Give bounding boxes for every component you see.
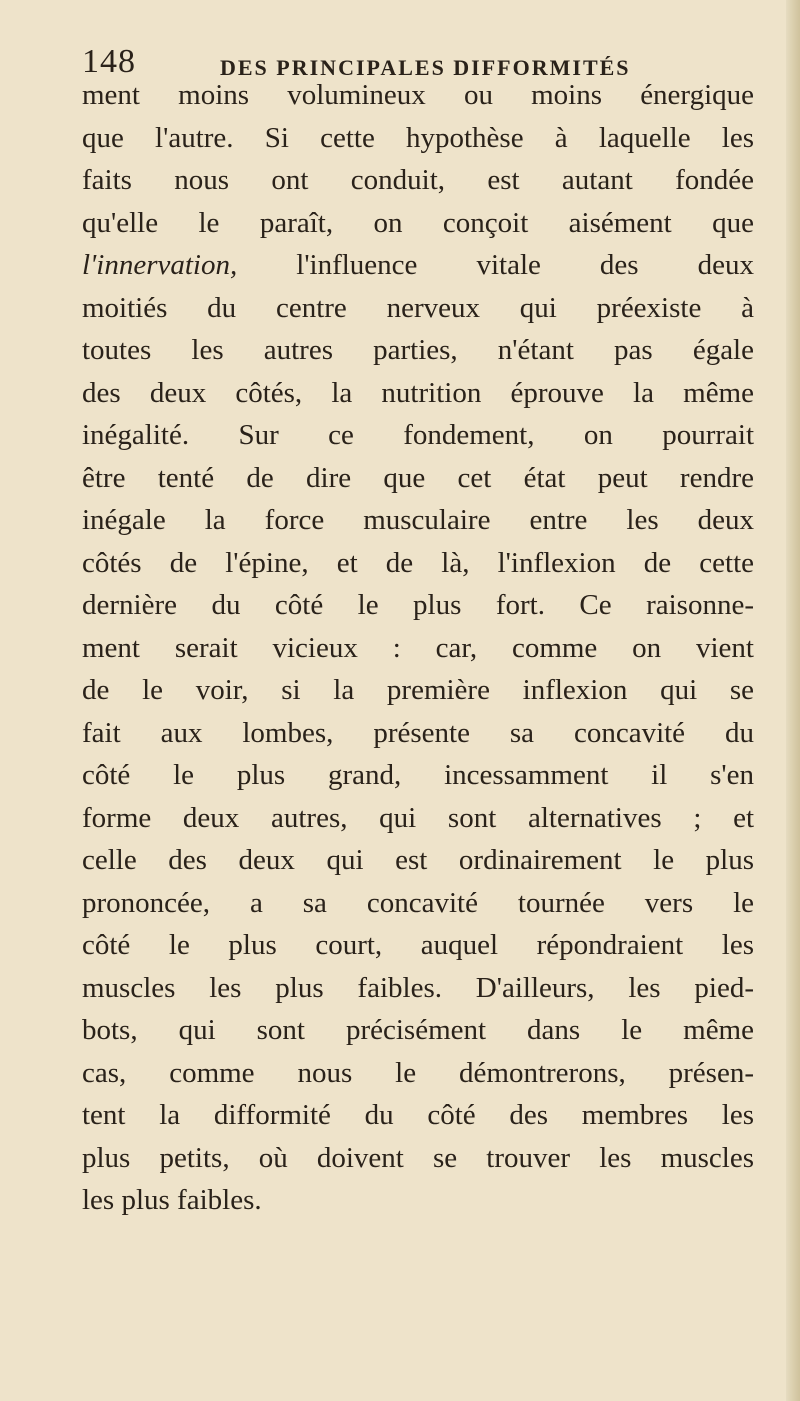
text-line: cas, comme nous le démontrerons, présen- [82, 1056, 754, 1089]
page-edge [786, 0, 800, 1401]
page-number: 148 [82, 43, 136, 80]
text-line: côtés de l'épine, et de là, l'inflexion de cette [82, 546, 754, 579]
running-title: DES PRINCIPALES DIFFORMITÉS [220, 55, 631, 80]
text-line: ment moins volumineux ou moins énergique [82, 79, 754, 111]
text-line: côté le plus grand, incessamment il s'en [82, 759, 754, 791]
text-line: de le voir, si la première inflexion qui se [82, 674, 754, 706]
text-line: inégale la force musculaire entre les deux [82, 504, 754, 536]
text-line: être tenté de dire que cet état peut rendre [82, 461, 754, 494]
text-line: prononcée, a sa concavité tournée vers le [82, 886, 754, 919]
text-line: moitiés du centre nerveux qui préexiste à [82, 291, 754, 324]
text-line: dernière du côté le plus fort. Ce raisonne- [82, 589, 754, 621]
text-line: muscles les plus faibles. D'ailleurs, les pied- [82, 971, 754, 1004]
text-line: forme deux autres, qui sont alternatives ; et [82, 801, 754, 834]
text-line: toutes les autres parties, n'étant pas égale [82, 334, 754, 366]
text-line: plus petits, où doivent se trouver les muscles [82, 1141, 754, 1174]
text-line: l'innervation, l'influence vitale des deux [82, 249, 754, 281]
text-line: qu'elle le paraît, on conçoit aisément que [82, 206, 754, 239]
text-line: que l'autre. Si cette hypothèse à laquelle les [82, 121, 754, 154]
body-text [82, 74, 754, 1222]
text-line: des deux côtés, la nutrition éprouve la même [82, 376, 754, 409]
text-line: les plus faibles. [82, 1184, 262, 1216]
text-line: ment serait vicieux : car, comme on vient [82, 631, 754, 664]
text-line: côté le plus court, auquel répondraient les [82, 929, 754, 961]
text-line: fait aux lombes, présente sa concavité du [82, 716, 754, 749]
text-line: celle des deux qui est ordinairement le plus [82, 844, 754, 876]
text-line: inégalité. Sur ce fondement, on pourrait [82, 419, 754, 451]
text-line: tent la difformité du côté des membres les [82, 1099, 754, 1131]
text-line: bots, qui sont précisément dans le même [82, 1014, 754, 1046]
text-line: faits nous ont conduit, est autant fondée [82, 164, 754, 196]
italic-term: l'innervation, [82, 249, 238, 281]
